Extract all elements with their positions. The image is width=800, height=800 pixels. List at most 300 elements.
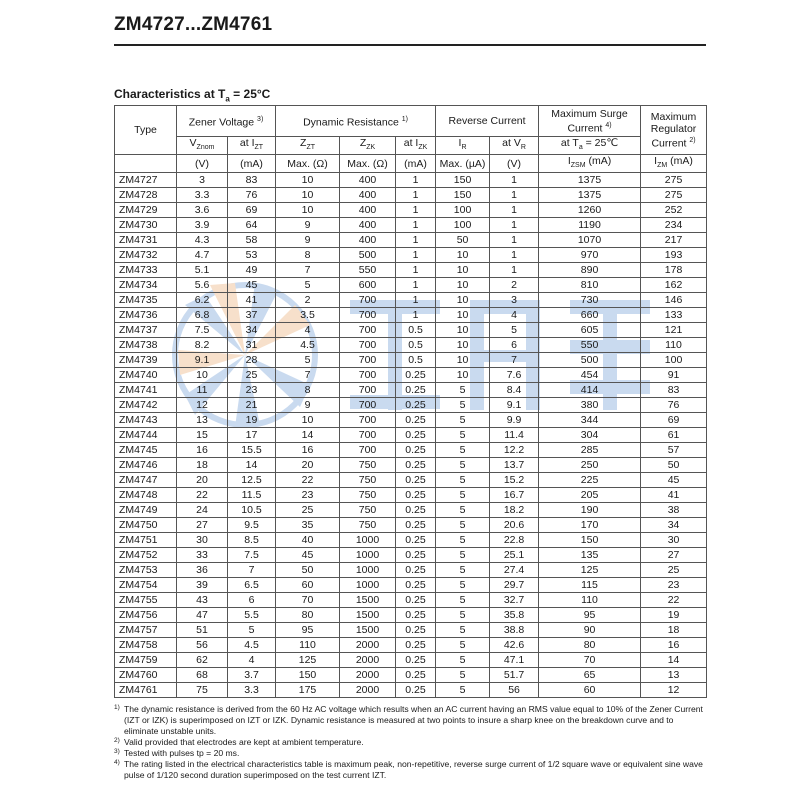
table-cell: 125 [539, 563, 641, 578]
table-cell: 234 [641, 218, 707, 233]
table-cell: 1000 [340, 563, 396, 578]
table-cell: 8.2 [177, 338, 228, 353]
title-divider [114, 44, 706, 46]
table-cell: 60 [276, 578, 340, 593]
table-cell: ZM4757 [115, 623, 177, 638]
table-cell: 41 [228, 293, 276, 308]
table-row [115, 503, 707, 518]
table-cell: 1500 [340, 623, 396, 638]
col-zener-voltage-header: Zener Voltage $^{3)}$ [177, 106, 276, 137]
table-cell: 76 [641, 398, 707, 413]
table-cell: 217 [641, 233, 707, 248]
table-row [115, 308, 707, 323]
table-cell: 700 [340, 398, 396, 413]
table-cell: 64 [228, 218, 276, 233]
col-reverse-current-header: Reverse Current [436, 106, 539, 137]
table-cell: 4 [490, 308, 539, 323]
document-title: ZM4727...ZM4761 [114, 14, 273, 35]
table-cell: 0.25 [396, 608, 436, 623]
table-cell: 95 [276, 623, 340, 638]
at-izk-header: at $I_{ZK}$ [396, 137, 436, 155]
table-cell: 0.5 [396, 323, 436, 338]
table-cell: 150 [276, 668, 340, 683]
table-cell: 34 [228, 323, 276, 338]
table-cell: 56 [177, 638, 228, 653]
table-cell: 5 [436, 458, 490, 473]
table-cell: 0.25 [396, 563, 436, 578]
table-row [115, 548, 707, 563]
table-cell: 0.25 [396, 653, 436, 668]
table-cell: 13.7 [490, 458, 539, 473]
table-cell: 3.3 [177, 188, 228, 203]
unit-blank [115, 155, 177, 173]
table-cell: 5 [436, 548, 490, 563]
table-cell: 810 [539, 278, 641, 293]
table-cell: 100 [436, 203, 490, 218]
table-cell: 62 [177, 653, 228, 668]
table-cell: 6 [228, 593, 276, 608]
table-cell: 39 [177, 578, 228, 593]
table-row [115, 383, 707, 398]
table-cell: 1190 [539, 218, 641, 233]
table-cell: 65 [539, 668, 641, 683]
table-cell: 15.5 [228, 443, 276, 458]
table-cell: 1 [396, 293, 436, 308]
unit-izm: $I_{ZM}$ (mA) [641, 155, 707, 173]
table-cell: 23 [641, 578, 707, 593]
table-cell: 70 [276, 593, 340, 608]
table-cell: 33 [177, 548, 228, 563]
table-cell: 43 [177, 593, 228, 608]
table-row [115, 653, 707, 668]
table-cell: 5 [436, 668, 490, 683]
table-cell: 9.1 [490, 398, 539, 413]
table-cell: 15.2 [490, 473, 539, 488]
at-izt-header: at $I_{ZT}$ [228, 137, 276, 155]
table-cell: 5 [436, 413, 490, 428]
table-cell: 10 [436, 353, 490, 368]
table-cell: 2000 [340, 653, 396, 668]
table-cell: ZM4746 [115, 458, 177, 473]
table-cell: 0.25 [396, 593, 436, 608]
table-cell: 2 [490, 278, 539, 293]
surge-condition-header: at $T_a$ = 25℃ [539, 137, 641, 155]
table-cell: 4.7 [177, 248, 228, 263]
table-cell: 32.7 [490, 593, 539, 608]
table-cell: 37 [228, 308, 276, 323]
unit-max-ohm: Max. (Ω) [276, 155, 340, 173]
table-cell: 162 [641, 278, 707, 293]
table-cell: 49 [228, 263, 276, 278]
table-cell: 10 [436, 248, 490, 263]
table-cell: 400 [340, 233, 396, 248]
table-cell: 45 [228, 278, 276, 293]
table-cell: 1260 [539, 203, 641, 218]
table-cell: 12 [641, 683, 707, 698]
table-cell: 40 [276, 533, 340, 548]
table-row [115, 533, 707, 548]
table-cell: 30 [641, 533, 707, 548]
table-cell: 9 [276, 233, 340, 248]
table-cell: 1375 [539, 188, 641, 203]
table-cell: 5 [436, 578, 490, 593]
table-cell: 605 [539, 323, 641, 338]
table-cell: 42.6 [490, 638, 539, 653]
table-cell: 14 [276, 428, 340, 443]
table-cell: 2000 [340, 683, 396, 698]
table-cell: 0.25 [396, 458, 436, 473]
table-cell: 400 [340, 173, 396, 188]
table-cell: 660 [539, 308, 641, 323]
table-cell: 12.2 [490, 443, 539, 458]
table-cell: 38 [641, 503, 707, 518]
table-cell: 4.5 [276, 338, 340, 353]
table-cell: ZM4747 [115, 473, 177, 488]
table-cell: 1500 [340, 608, 396, 623]
table-cell: 1 [490, 188, 539, 203]
table-cell: 5 [436, 533, 490, 548]
table-cell: 700 [340, 443, 396, 458]
footnote [114, 704, 708, 737]
table-cell: 5 [228, 623, 276, 638]
table-cell: ZM4760 [115, 668, 177, 683]
table-cell: 47 [177, 608, 228, 623]
table-cell: 115 [539, 578, 641, 593]
table-cell: 50 [436, 233, 490, 248]
table-cell: 550 [340, 263, 396, 278]
table-cell: 170 [539, 518, 641, 533]
table-cell: 125 [276, 653, 340, 668]
table-cell: 1 [396, 218, 436, 233]
table-cell: 16 [641, 638, 707, 653]
at-vr-header: at $V_R$ [490, 137, 539, 155]
table-cell: 10 [436, 278, 490, 293]
unit-ma: (mA) [228, 155, 276, 173]
table-cell: 8 [276, 383, 340, 398]
table-row [115, 578, 707, 593]
table-row [115, 323, 707, 338]
table-cell: 1 [396, 248, 436, 263]
table-cell: 5 [436, 653, 490, 668]
table-cell: 19 [641, 608, 707, 623]
table-cell: 178 [641, 263, 707, 278]
table-cell: 3.6 [177, 203, 228, 218]
table-cell: ZM4731 [115, 233, 177, 248]
table-cell: 22 [641, 593, 707, 608]
table-cell: 22 [276, 473, 340, 488]
table-cell: 2000 [340, 668, 396, 683]
table-cell: 5 [436, 488, 490, 503]
table-cell: 3 [177, 173, 228, 188]
table-cell: 10.5 [228, 503, 276, 518]
table-row [115, 413, 707, 428]
table-cell: 3.5 [276, 308, 340, 323]
unit-max-ua: Max. (µA) [436, 155, 490, 173]
table-cell: 750 [340, 518, 396, 533]
table-cell: 4 [228, 653, 276, 668]
table-cell: 121 [641, 323, 707, 338]
table-cell: 110 [641, 338, 707, 353]
table-cell: 5 [436, 563, 490, 578]
table-cell: 25.1 [490, 548, 539, 563]
table-cell: ZM4745 [115, 443, 177, 458]
table-cell: 700 [340, 428, 396, 443]
table-cell: 0.5 [396, 353, 436, 368]
table-cell: 600 [340, 278, 396, 293]
table-cell: 0.25 [396, 683, 436, 698]
table-cell: 100 [436, 218, 490, 233]
table-row [115, 398, 707, 413]
table-cell: 0.25 [396, 668, 436, 683]
table-cell: 12.5 [228, 473, 276, 488]
table-cell: 2000 [340, 638, 396, 653]
table-cell: ZM4733 [115, 263, 177, 278]
table-cell: 205 [539, 488, 641, 503]
table-cell: 454 [539, 368, 641, 383]
table-cell: 6.2 [177, 293, 228, 308]
table-cell: 53 [228, 248, 276, 263]
table-cell: 1070 [539, 233, 641, 248]
table-row [115, 173, 707, 188]
unit-v: (V) [177, 155, 228, 173]
table-row [115, 248, 707, 263]
table-cell: 19 [228, 413, 276, 428]
zzk-header: $Z_{ZK}$ [340, 137, 396, 155]
table-cell: 57 [641, 443, 707, 458]
table-row [115, 233, 707, 248]
table-cell: 5 [436, 593, 490, 608]
table-cell: 18 [177, 458, 228, 473]
table-cell: 970 [539, 248, 641, 263]
table-cell: 1 [490, 233, 539, 248]
table-row [115, 368, 707, 383]
footnotes [114, 704, 708, 781]
table-cell: 7 [228, 563, 276, 578]
table-row [115, 518, 707, 533]
table-cell: 1000 [340, 548, 396, 563]
table-cell: 150 [436, 173, 490, 188]
table-cell: 5 [436, 443, 490, 458]
table-cell: ZM4759 [115, 653, 177, 668]
table-cell: 10 [276, 173, 340, 188]
table-cell: 41 [641, 488, 707, 503]
table-cell: 750 [340, 473, 396, 488]
table-cell: 13 [177, 413, 228, 428]
table-cell: ZM4758 [115, 638, 177, 653]
table-cell: ZM4753 [115, 563, 177, 578]
table-cell: 16 [177, 443, 228, 458]
table-cell: 61 [641, 428, 707, 443]
table-cell: 7.5 [228, 548, 276, 563]
table-cell: 4 [276, 323, 340, 338]
table-cell: 7 [276, 368, 340, 383]
table-cell: 21 [228, 398, 276, 413]
table-cell: ZM4748 [115, 488, 177, 503]
table-cell: 83 [641, 383, 707, 398]
table-row [115, 608, 707, 623]
table-cell: 275 [641, 188, 707, 203]
table-cell: 9.9 [490, 413, 539, 428]
table-cell: ZM4730 [115, 218, 177, 233]
table-cell: 27 [177, 518, 228, 533]
table-cell: 1 [396, 188, 436, 203]
table-cell: 23 [228, 383, 276, 398]
table-cell: 7 [276, 263, 340, 278]
table-cell: 0.25 [396, 533, 436, 548]
table-cell: 35.8 [490, 608, 539, 623]
table-cell: 1 [490, 173, 539, 188]
unit-v: (V) [490, 155, 539, 173]
table-cell: 10 [436, 323, 490, 338]
table-cell: 18.2 [490, 503, 539, 518]
table-cell: 133 [641, 308, 707, 323]
table-cell: 890 [539, 263, 641, 278]
table-cell: 0.25 [396, 368, 436, 383]
table-cell: 8.4 [490, 383, 539, 398]
table-cell: 24 [177, 503, 228, 518]
table-cell: 95 [539, 608, 641, 623]
table-cell: 5 [276, 278, 340, 293]
table-row [115, 668, 707, 683]
table-cell: 10 [276, 188, 340, 203]
footnote-mark: 1) [114, 704, 120, 711]
table-cell: 58 [228, 233, 276, 248]
table-cell: 5 [436, 383, 490, 398]
table-cell: 135 [539, 548, 641, 563]
table-cell: 304 [539, 428, 641, 443]
vz-header: $V_{Znom}$ [177, 137, 228, 155]
table-cell: 60 [539, 683, 641, 698]
table-cell: 17 [228, 428, 276, 443]
table-cell: 51 [177, 623, 228, 638]
table-cell: 400 [340, 218, 396, 233]
table-cell: 3.9 [177, 218, 228, 233]
table-cell: ZM4737 [115, 323, 177, 338]
table-cell: 27 [641, 548, 707, 563]
table-cell: 7 [490, 353, 539, 368]
table-cell: ZM4749 [115, 503, 177, 518]
table-cell: ZM4739 [115, 353, 177, 368]
table-cell: 1375 [539, 173, 641, 188]
table-cell: 80 [276, 608, 340, 623]
table-cell: ZM4761 [115, 683, 177, 698]
table-cell: 69 [228, 203, 276, 218]
table-cell: 5.1 [177, 263, 228, 278]
table-cell: 20.6 [490, 518, 539, 533]
footnote-text: Valid provided that electrodes are kept at ambient temperature. [124, 737, 364, 747]
table-cell: ZM4742 [115, 398, 177, 413]
unit-ma: (mA) [396, 155, 436, 173]
col-max-surge-header: Maximum Surge Current $^{4)}$ [539, 106, 641, 137]
footnote [114, 759, 708, 781]
table-cell: 10 [436, 368, 490, 383]
table-cell: 47.1 [490, 653, 539, 668]
table-cell: ZM4744 [115, 428, 177, 443]
table-cell: 2 [276, 293, 340, 308]
table-cell: ZM4728 [115, 188, 177, 203]
table-cell: 700 [340, 338, 396, 353]
unit-izsm: $I_{ZSM}$ (mA) [539, 155, 641, 173]
table-cell: 29.7 [490, 578, 539, 593]
col-type-header: Type [115, 106, 177, 155]
table-cell: 5 [276, 353, 340, 368]
table-row [115, 593, 707, 608]
table-cell: ZM4750 [115, 518, 177, 533]
table-cell: 14 [228, 458, 276, 473]
table-cell: 45 [641, 473, 707, 488]
table-cell: 28 [228, 353, 276, 368]
table-cell: 1 [490, 263, 539, 278]
table-cell: ZM4732 [115, 248, 177, 263]
table-cell: 700 [340, 353, 396, 368]
table-cell: 22 [177, 488, 228, 503]
table-cell: 250 [539, 458, 641, 473]
table-row [115, 443, 707, 458]
table-cell: ZM4754 [115, 578, 177, 593]
table-cell: 10 [276, 203, 340, 218]
table-cell: 15 [177, 428, 228, 443]
table-cell: 5 [436, 608, 490, 623]
table-cell: 730 [539, 293, 641, 308]
footnote-mark: 3) [114, 748, 120, 755]
table-cell: 11 [177, 383, 228, 398]
table-cell: 11.4 [490, 428, 539, 443]
table-body [115, 173, 707, 698]
table-cell: 700 [340, 323, 396, 338]
table-cell: 550 [539, 338, 641, 353]
table-cell: 7.5 [177, 323, 228, 338]
table-cell: 69 [641, 413, 707, 428]
table-cell: 20 [276, 458, 340, 473]
table-cell: 10 [436, 338, 490, 353]
table-cell: 5 [436, 428, 490, 443]
table-cell: 5 [436, 518, 490, 533]
table-row [115, 188, 707, 203]
table-cell: 6.5 [228, 578, 276, 593]
table-cell: 6.8 [177, 308, 228, 323]
table-cell: 16 [276, 443, 340, 458]
table-cell: 8 [276, 248, 340, 263]
table-cell: 1000 [340, 533, 396, 548]
table-cell: 110 [539, 593, 641, 608]
table-cell: 13 [641, 668, 707, 683]
table-cell: 400 [340, 203, 396, 218]
table-cell: 10 [177, 368, 228, 383]
table-cell: 9 [276, 218, 340, 233]
table-cell: 0.25 [396, 518, 436, 533]
table-cell: 1 [490, 203, 539, 218]
table-cell: ZM4741 [115, 383, 177, 398]
footnote-text: Tested with pulses tp = 20 ms. [124, 748, 240, 758]
table-cell: 0.25 [396, 578, 436, 593]
table-cell: 6 [490, 338, 539, 353]
table-cell: 0.5 [396, 338, 436, 353]
unit-max-ohm: Max. (Ω) [340, 155, 396, 173]
table-cell: 5.6 [177, 278, 228, 293]
table-row [115, 473, 707, 488]
table-cell: 414 [539, 383, 641, 398]
footnote [114, 737, 708, 748]
table-cell: 0.25 [396, 488, 436, 503]
table-cell: ZM4752 [115, 548, 177, 563]
table-cell: 22.8 [490, 533, 539, 548]
table-cell: ZM4729 [115, 203, 177, 218]
table-cell: 700 [340, 308, 396, 323]
table-cell: 10 [436, 293, 490, 308]
table-row [115, 293, 707, 308]
table-cell: 4.3 [177, 233, 228, 248]
table-cell: 0.25 [396, 473, 436, 488]
